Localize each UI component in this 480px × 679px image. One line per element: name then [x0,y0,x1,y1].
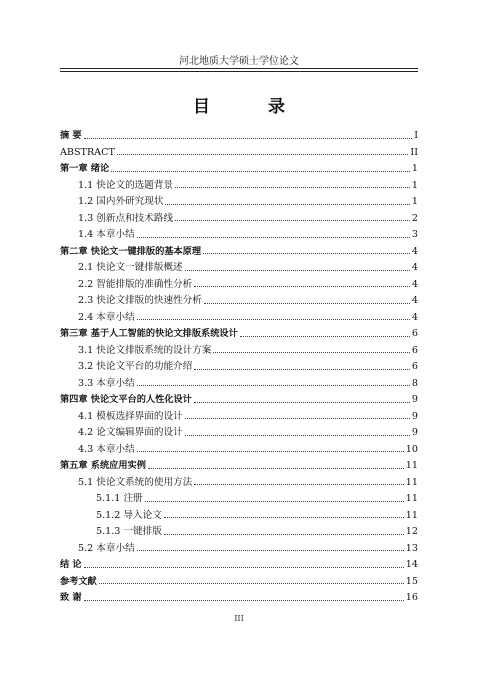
toc-entry-page: 9 [411,410,418,422]
toc-entry-label: 1.4 本章小结 [78,229,135,240]
toc-entry[interactable] [60,211,418,227]
toc-dot-leader [145,501,404,502]
toc-dot-leader [194,402,410,403]
toc-entry[interactable] [60,161,418,177]
toc-dot-leader [99,583,404,584]
toc-entry[interactable] [60,178,418,194]
toc-entry-page: 13 [405,542,418,554]
toc-dot-leader [117,154,409,155]
toc-entry-label: 参考文献 [60,575,97,587]
toc-entry-label: 第五章 系统应用实例 [60,460,146,471]
toc-dot-leader [137,451,404,452]
toc-entry[interactable] [60,590,418,606]
toc-entry-page: 9 [411,394,418,405]
toc-dot-leader [164,517,404,518]
toc-dot-leader [137,319,410,320]
toc-entry-page: 11 [405,460,418,471]
toc-dot-leader [84,567,404,568]
toc-entry-label: 摘 要 [60,130,82,141]
toc-entry-page: 9 [411,427,418,438]
toc-entry-label: 5.1 快论文系统的使用方法 [78,476,193,488]
toc-entry-label: 第二章 快论文一键排版的基本原理 [60,245,202,257]
toc-entry-page: 6 [411,344,418,356]
toc-entry-page: 2 [411,212,418,224]
toc-entry-label: 5.1.1 注册 [96,493,143,504]
toc-entry[interactable] [60,508,418,524]
toc-entry[interactable] [60,293,418,309]
toc-entry-label: 2.1 快论文一键排版概述 [78,262,183,273]
header-rule-thick [60,68,418,69]
toc-entry-page: 10 [405,443,418,455]
toc-entry-page: 6 [411,361,418,372]
toc-entry[interactable] [60,326,418,342]
toc-dot-leader [164,534,404,535]
header-rule-thin [60,71,418,72]
toc-entry[interactable] [60,359,418,375]
toc-entry-label: 5.1.2 导入论文 [96,509,162,521]
toc-entry-label: 3.2 快论文平台的功能介绍 [78,361,193,372]
toc-entry-page: 12 [405,526,418,537]
toc-entry[interactable] [60,128,418,144]
toc-entry[interactable] [60,425,418,441]
toc-entry[interactable] [60,343,418,359]
toc-entry-page: 1 [411,196,418,207]
toc-entry-label: 3.1 快论文排版系统的设计方案 [78,344,212,356]
toc-dot-leader [203,253,410,254]
toc-entry-label: 1.3 创新点和技术路线 [78,212,174,224]
toc-entry-label: 2.2 智能排版的准确性分析 [78,278,193,290]
toc-entry-page: I [414,130,418,141]
toc-entry-label: ABSTRACT [60,146,115,158]
toc-entry-page: 11 [405,493,418,504]
toc-entry[interactable] [60,475,418,491]
toc-entry-page: 6 [411,328,418,339]
toc-entry[interactable] [60,260,418,276]
toc-entry-page: 4 [411,278,418,290]
toc-entry-label: 第三章 基于人工智能的快论文排版系统设计 [60,328,238,339]
toc-dot-leader [185,418,410,419]
toc-entry[interactable] [60,244,418,260]
toc-entry[interactable] [60,277,418,293]
toc-entry[interactable] [60,574,418,590]
toc-entry-label: 1.2 国内外研究现状 [78,196,164,207]
toc-entry-page: 4 [411,295,418,306]
toc-entry[interactable] [60,194,418,210]
toc-dot-leader [194,369,410,370]
toc-entry-label: 2.3 快论文排版的快速性分析 [78,295,202,306]
toc-entry-page: 1 [411,163,418,174]
toc-entry-page: 1 [411,179,418,191]
toc-entry-label: 2.4 本章小结 [78,311,135,323]
toc-entry-page: 14 [405,559,418,570]
toc-dot-leader [137,237,410,238]
toc-entry-page: 4 [411,245,418,257]
toc-entry-page: 15 [405,575,418,587]
toc-entry[interactable] [60,409,418,425]
toc-dot-leader [175,187,410,188]
toc-entry-page: 8 [411,377,418,389]
toc-entry-label: 第四章 快论文平台的人性化设计 [60,394,192,405]
running-header: 河北地质大学硕士学位论文 [179,56,299,67]
toc-entry-label: 3.3 本章小结 [78,377,135,389]
toc-entry-label: 致 谢 [60,592,82,603]
toc-entry-page: 4 [411,262,418,273]
toc-dot-leader [175,220,410,221]
toc-dot-leader [84,138,413,139]
page-title: 目 录 [193,97,311,117]
toc-entry[interactable] [60,524,418,540]
toc-entry[interactable] [60,442,418,458]
toc-dot-leader [240,336,410,337]
toc-entry-page: 4 [411,311,418,323]
toc-entry[interactable] [60,541,418,557]
toc-entry[interactable] [60,491,418,507]
toc-entry[interactable] [60,227,418,243]
toc-entry-page: 11 [405,476,418,488]
toc-entry-page: 16 [405,592,418,603]
toc-dot-leader [194,484,404,485]
page-number: III [234,614,244,623]
toc-dot-leader [204,303,410,304]
toc-entry-page: II [410,146,418,158]
toc-entry-label: 4.2 论文编辑界面的设计 [78,427,183,438]
toc-entry-label: 5.1.3 一键排版 [96,526,162,537]
toc-entry[interactable] [60,458,418,474]
toc-entry-page: 11 [405,509,418,521]
toc-entry-label: 5.2 本章小结 [78,542,135,554]
toc-entry-label: 4.1 模板选择界面的设计 [78,410,183,422]
toc-dot-leader [84,600,404,601]
toc-dot-leader [137,550,404,551]
toc-entry-page: 3 [411,229,418,240]
toc-entry-label: 4.3 本章小结 [78,443,135,455]
toc-entry-label: 第一章 绪论 [60,163,110,174]
toc-entry[interactable] [60,145,418,161]
toc-dot-leader [185,270,410,271]
toc-dot-leader [185,435,410,436]
toc-dot-leader [148,468,404,469]
toc-dot-leader [165,204,409,205]
toc-entry[interactable] [60,392,418,408]
toc-entry[interactable] [60,310,418,326]
toc-entry-label: 结 论 [60,559,82,570]
toc-dot-leader [194,286,410,287]
toc-dot-leader [137,385,410,386]
toc-dot-leader [213,352,409,353]
toc-dot-leader [111,171,410,172]
toc-entry[interactable] [60,557,418,573]
toc-entry[interactable] [60,376,418,392]
toc-entry-label: 1.1 快论文的选题背景 [78,179,174,191]
